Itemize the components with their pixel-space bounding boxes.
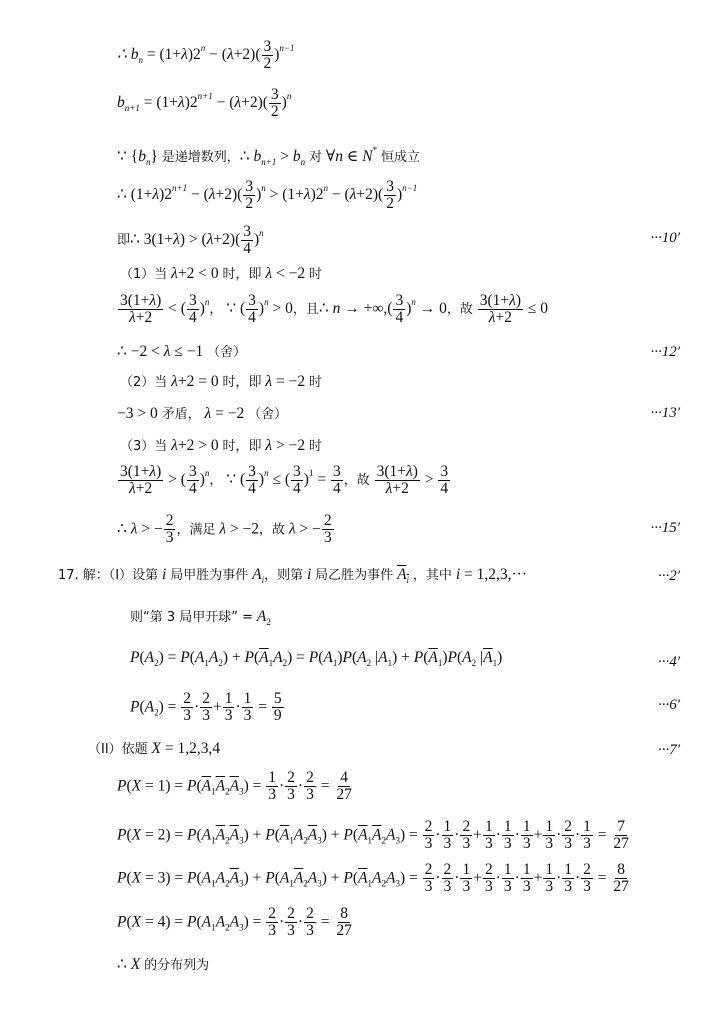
line-case3-detail: $\frac{3(1+\lambda)}{\lambda+2}$ > ( $\frac{3}{4}$ )$^n$， ∵ ( $\frac{3}{4}$ )$^n$ ≤ ( $\frac{3}{4}$ )$^1$ = $\frac{3}{4}$ ，故 $\frac{3(1+\lambda)}{\lambda+2}$ > $\frac{3}{4}$ — [120, 462, 449, 497]
line-case2-result: −3 > 0 矛盾， λ = −2 （舍） — [117, 405, 288, 422]
line-case3: （3）当 λ+2 > 0 时，即 λ > −2 时 — [120, 437, 322, 454]
line-case1-detail: $\frac{3(1+\lambda)}{\lambda+2}$ < ( $\frac{3}{4}$ )$^n$， ∵ ( $\frac{3}{4}$ )$^n$ > 0，且∴ n → +∞,( $\frac{3}{4}$ )$^n$ → 0，故 $\frac{3(1+\lambda)}{\lambda+2}$ ≤ 0 — [120, 291, 549, 326]
line-part2: （II）依题 X = 1,2,3,4 — [88, 740, 221, 757]
score-mark: ···13′ — [650, 405, 680, 421]
score-mark: ···6′ — [657, 697, 680, 713]
line-inequality: ∴ $(1+\lambda)2^{n+1} - (\lambda+2)$( $\frac{3}{2}$ )$^n > (1+\lambda)2^n - (\lambda+2)$( $\frac{3}{2}$ )$^{n-1}$ — [117, 177, 418, 212]
line-case1: （1）当 λ+2 < 0 时，即 λ < −2 时 — [120, 265, 322, 282]
line-problem17: 17. 解：（Ⅰ）设第 i 局甲胜为事件 $A_i$，则第 i 局乙胜为事件 $A_i$ ，其中 i = 1,2,3,··· — [58, 566, 527, 585]
score-mark: ···12′ — [650, 344, 680, 360]
line-case2: （2）当 λ+2 = 0 时，即 λ = −2 时 — [120, 373, 322, 390]
line-simplified: 即∴ 3(1+λ) > (λ+2)( $\frac{3}{4}$ )$^n$ — [117, 222, 264, 257]
line-pa2-formula: $P(A_2) = P(A_1A_2) + P(\overline{A}_1A_2) = P(A_1)P(A_2$ $|A_1) + P(\overline{A}_1)P(A_2$ $|\overline{A}_1$) — [130, 649, 503, 668]
line-bn1: $b_{n+1} = (1+\lambda)2^{n+1} - (\lambda+2)$( $\frac{3}{2}$ )$^n$ — [117, 85, 292, 120]
line-event-def: 则“第 3 局甲开球” = $A_2$ — [130, 608, 271, 627]
line-case1-result: ∴ −2 < λ ≤ −1 （舍） — [117, 343, 247, 360]
line-increasing: ∵ $\{b_n\}$ 是递增数列，∴ $b_{n+1} > b_n$ 对 ∀n ∈ N* 恒成立 — [117, 145, 420, 167]
score-mark: ···7′ — [657, 742, 680, 758]
line-px3: $P(X = 3) = P(A_1A_2\overline{A}_3) + P(A_1\overline{A}_2A_3) + P(\overline{A}_1A_2A_3)$ = $\frac{2}{3}$ · $\frac{2}{3}$ · $\frac{1}{3}$ + $\frac{2}{3}$ · $\frac{1}{3}$ · $\frac{1}{3}$ + $\frac{1}{3}$ · $\frac{1}{3}$ · $\frac{2}{3}$ = $\frac{8}{27}$ — [117, 861, 629, 896]
line-distribution-intro: ∴ X 的分布列为 — [117, 956, 210, 973]
line-pa2-value: $P(A_2)$ = $\frac{2}{3}$ · $\frac{2}{3}$ + $\frac{1}{3}$ · $\frac{1}{3}$ = $\frac{5}{9}$ — [130, 690, 282, 725]
line-px1: $P(X = 1) = P(\overline{A}_1\overline{A}_2\overline{A}_3)$ = $\frac{1}{3}$ · $\frac{2}{3}$ · $\frac{2}{3}$ = $\frac{4}{27}$ — [117, 769, 352, 804]
line-px4: $P(X = 4) = P(A_1A_2A_3)$ = $\frac{2}{3}$ · $\frac{2}{3}$ · $\frac{2}{3}$ = $\frac{8}{27}$ — [117, 905, 352, 940]
score-mark: ···4′ — [657, 654, 680, 670]
score-mark: ···10′ — [650, 230, 680, 246]
line-case3-result: ∴ λ > − $\frac{2}{3}$ ，满足 λ > −2，故 λ > − $\frac{2}{3}$ — [117, 512, 332, 547]
line-px2: $P(X = 2) = P(A_1\overline{A}_2\overline{A}_3) + P(\overline{A}_1A_2\overline{A}_3) + P(\overline{A}_1\overline{A}_2A_3)$ = $\frac{2}{3}$ · $\frac{1}{3}$ · $\frac{2}{3}$ + $\frac{1}{3}$ · $\frac{1}{3}$ · $\frac{1}{3}$ + $\frac{1}{3}$ · $\frac{2}{3}$ · $\frac{1}{3}$ = $\frac{7}{27}$ — [117, 818, 629, 853]
score-mark: ···2′ — [657, 568, 680, 584]
line-bn: ∴ $b_n = (1+\lambda)2^n - (\lambda+2)$( $\frac{3}{2}$ )$^{n-1}$ — [117, 37, 295, 72]
score-mark: ···15′ — [650, 520, 680, 536]
